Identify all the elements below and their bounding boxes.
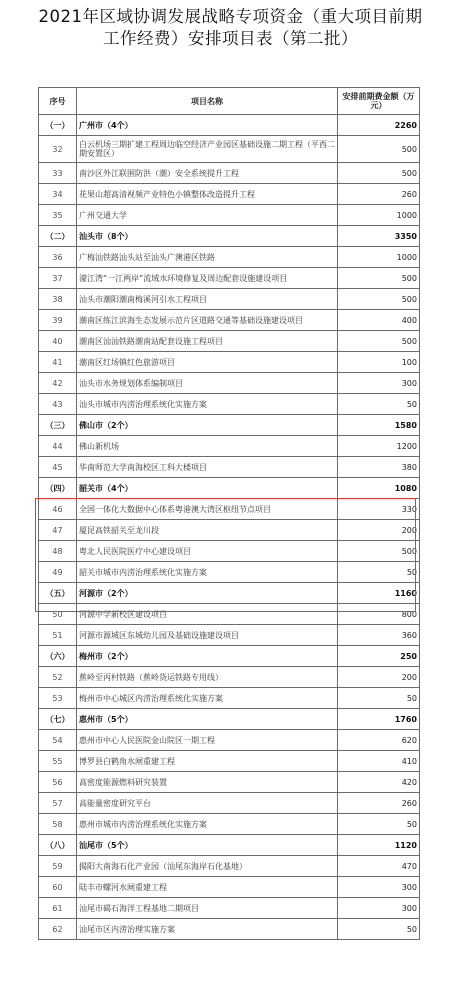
cell-amount: 410 <box>338 751 420 772</box>
cell-name: 梅州市中心城区内涝治理系统化实施方案 <box>77 688 338 709</box>
cell-name: 广州市（4个） <box>77 115 338 136</box>
cell-amount: 200 <box>338 520 420 541</box>
table-row <box>39 136 420 163</box>
cell-amount: 500 <box>338 268 420 289</box>
cell-name: 高密度能源燃料研究装置 <box>77 772 338 793</box>
cell-no: 54 <box>39 730 77 751</box>
cell-name: 梅州市（2个） <box>77 646 338 667</box>
table-row <box>39 163 420 184</box>
cell-name: 博罗县白鹤角水闸重建工程 <box>77 751 338 772</box>
header-amount: 安排前期费金额（万元） <box>338 88 420 115</box>
cell-no: 46 <box>39 499 77 520</box>
cell-amount: 620 <box>338 730 420 751</box>
cell-no: （八） <box>39 835 77 856</box>
table-row <box>39 730 420 751</box>
cell-no: 57 <box>39 793 77 814</box>
cell-no: 33 <box>39 163 77 184</box>
table-row <box>39 205 420 226</box>
cell-amount: 500 <box>338 331 420 352</box>
cell-no: 51 <box>39 625 77 646</box>
table-row <box>39 898 420 919</box>
cell-amount: 1000 <box>338 247 420 268</box>
header-name: 项目名称 <box>77 88 338 115</box>
cell-name: 佛山市（2个） <box>77 415 338 436</box>
cell-amount: 50 <box>338 562 420 583</box>
cell-amount: 200 <box>338 667 420 688</box>
cell-no: （二） <box>39 226 77 247</box>
cell-no: （六） <box>39 646 77 667</box>
cell-name: 白云机场三期扩建工程周边临空经济产业园区基础设施二期工程（平西二期安置区） <box>77 136 338 163</box>
cell-no: 34 <box>39 184 77 205</box>
cell-name: 濠江湾“一江两岸”流域水环境修复及周边配套设施建设项目 <box>77 268 338 289</box>
cell-name: 汕尾市区内涝治理实施方案 <box>77 919 338 940</box>
cell-amount: 300 <box>338 877 420 898</box>
cell-no: 50 <box>39 604 77 625</box>
cell-amount: 2260 <box>338 115 420 136</box>
cell-amount: 500 <box>338 163 420 184</box>
cell-name: 潮南区练江滨海生态发展示范片区道路交通等基础设施建设项目 <box>77 310 338 331</box>
cell-amount: 380 <box>338 457 420 478</box>
table-row <box>39 625 420 646</box>
table-row <box>39 919 420 940</box>
cell-name: 高能量密度研究平台 <box>77 793 338 814</box>
cell-amount: 1000 <box>338 205 420 226</box>
table-row <box>39 310 420 331</box>
cell-no: 52 <box>39 667 77 688</box>
cell-no: 56 <box>39 772 77 793</box>
cell-amount: 1120 <box>338 835 420 856</box>
cell-name: 惠州市（5个） <box>77 709 338 730</box>
table-row <box>39 688 420 709</box>
table-group-row <box>39 835 420 856</box>
cell-name: 汕头市（8个） <box>77 226 338 247</box>
table-row <box>39 793 420 814</box>
cell-name: 河源市（2个） <box>77 583 338 604</box>
cell-amount: 250 <box>338 646 420 667</box>
page-title <box>0 6 461 50</box>
table-row <box>39 436 420 457</box>
table-header-row <box>39 88 420 115</box>
cell-no: 55 <box>39 751 77 772</box>
cell-name: 潮南区汕汕铁路潮南站配套设施工程项目 <box>77 331 338 352</box>
cell-name: 广梅汕铁路汕头站至汕头广澳港区铁路 <box>77 247 338 268</box>
cell-name: 河源市源城区东城幼儿园及基础设施建设项目 <box>77 625 338 646</box>
red-highlight-box <box>35 498 416 612</box>
table-row <box>39 289 420 310</box>
cell-name: 粤北人民医院医疗中心建设项目 <box>77 541 338 562</box>
cell-no: 53 <box>39 688 77 709</box>
cell-amount: 1160 <box>338 583 420 604</box>
cell-name: 花果山超高清视频产业特色小镇整体改造提升工程 <box>77 184 338 205</box>
cell-no: 58 <box>39 814 77 835</box>
cell-name: 惠州市城市内涝治理系统化实施方案 <box>77 814 338 835</box>
cell-amount: 1580 <box>338 415 420 436</box>
cell-no: 38 <box>39 289 77 310</box>
cell-no: 36 <box>39 247 77 268</box>
cell-amount: 300 <box>338 898 420 919</box>
cell-name: 潮南区红场镇红色旅游项目 <box>77 352 338 373</box>
cell-amount: 800 <box>338 604 420 625</box>
cell-no: 61 <box>39 898 77 919</box>
cell-name: 厦昆高铁韶关至龙川段 <box>77 520 338 541</box>
cell-name: 汕尾市（5个） <box>77 835 338 856</box>
cell-amount: 260 <box>338 793 420 814</box>
table-row <box>39 268 420 289</box>
table-row <box>39 877 420 898</box>
table-row <box>39 751 420 772</box>
cell-name: 惠州市中心人民医院金山院区一期工程 <box>77 730 338 751</box>
title-line-2: 工作经费）安排项目表（第二批） <box>103 29 358 48</box>
table-group-row <box>39 115 420 136</box>
cell-amount: 50 <box>338 394 420 415</box>
cell-amount: 100 <box>338 352 420 373</box>
table-group-row <box>39 478 420 499</box>
cell-no: 60 <box>39 877 77 898</box>
cell-name: 韶关市（4个） <box>77 478 338 499</box>
cell-name: 汕头市城市内涝治理系统化实施方案 <box>77 394 338 415</box>
cell-amount: 50 <box>338 688 420 709</box>
cell-no: （七） <box>39 709 77 730</box>
cell-amount: 3350 <box>338 226 420 247</box>
cell-no: 42 <box>39 373 77 394</box>
cell-no: 49 <box>39 562 77 583</box>
cell-no: （一） <box>39 115 77 136</box>
cell-name: 华南师范大学南海校区工科大楼项目 <box>77 457 338 478</box>
cell-amount: 470 <box>338 856 420 877</box>
table-row <box>39 394 420 415</box>
cell-amount: 50 <box>338 919 420 940</box>
cell-name: 汕头市水务规划体系编制项目 <box>77 373 338 394</box>
cell-amount: 500 <box>338 136 420 163</box>
cell-no: 62 <box>39 919 77 940</box>
cell-amount: 1200 <box>338 436 420 457</box>
header-no: 序号 <box>39 88 77 115</box>
cell-no: 48 <box>39 541 77 562</box>
cell-no: （四） <box>39 478 77 499</box>
table-row <box>39 667 420 688</box>
table-row <box>39 772 420 793</box>
table-row <box>39 352 420 373</box>
cell-no: 32 <box>39 136 77 163</box>
cell-amount: 50 <box>338 814 420 835</box>
cell-name: 佛山新机场 <box>77 436 338 457</box>
cell-name: 全国一体化大数据中心体系粤港澳大湾区枢纽节点项目 <box>77 499 338 520</box>
table-row <box>39 814 420 835</box>
cell-no: 37 <box>39 268 77 289</box>
cell-name: 汕头市潮阳潮南梅溪河引水工程项目 <box>77 289 338 310</box>
table-row <box>39 856 420 877</box>
cell-amount: 1080 <box>338 478 420 499</box>
cell-amount: 360 <box>338 625 420 646</box>
table-row <box>39 247 420 268</box>
table-group-row <box>39 646 420 667</box>
cell-name: 河源中学新校区建设项目 <box>77 604 338 625</box>
table-group-row <box>39 709 420 730</box>
cell-amount: 300 <box>338 373 420 394</box>
cell-no: 59 <box>39 856 77 877</box>
table-group-row <box>39 226 420 247</box>
cell-amount: 420 <box>338 772 420 793</box>
cell-amount: 400 <box>338 310 420 331</box>
cell-name: 南沙区外江联围防洪（潮）安全系统提升工程 <box>77 163 338 184</box>
cell-amount: 330 <box>338 499 420 520</box>
cell-no: 41 <box>39 352 77 373</box>
table-row <box>39 457 420 478</box>
cell-no: 40 <box>39 331 77 352</box>
table-row <box>39 184 420 205</box>
cell-no: 35 <box>39 205 77 226</box>
table-group-row <box>39 415 420 436</box>
cell-name: 蕉岭至丙村铁路（蕉岭货运铁路专用线） <box>77 667 338 688</box>
cell-no: 44 <box>39 436 77 457</box>
cell-no: （五） <box>39 583 77 604</box>
cell-name: 韶关市城市内涝治理系统化实施方案 <box>77 562 338 583</box>
table-row <box>39 373 420 394</box>
cell-name: 陆丰市螺河水闸重建工程 <box>77 877 338 898</box>
title-line-1: 2021年区域协调发展战略专项资金（重大项目前期 <box>38 7 423 26</box>
cell-name: 广州交通大学 <box>77 205 338 226</box>
cell-amount: 500 <box>338 289 420 310</box>
cell-no: 43 <box>39 394 77 415</box>
cell-no: 39 <box>39 310 77 331</box>
cell-no: （三） <box>39 415 77 436</box>
cell-amount: 260 <box>338 184 420 205</box>
table-row <box>39 331 420 352</box>
cell-amount: 1760 <box>338 709 420 730</box>
cell-amount: 500 <box>338 541 420 562</box>
cell-no: 47 <box>39 520 77 541</box>
cell-name: 揭阳大南海石化产业园（汕尾东海岸石化基地） <box>77 856 338 877</box>
cell-no: 45 <box>39 457 77 478</box>
cell-name: 汕尾市碣石海洋工程基地二期项目 <box>77 898 338 919</box>
